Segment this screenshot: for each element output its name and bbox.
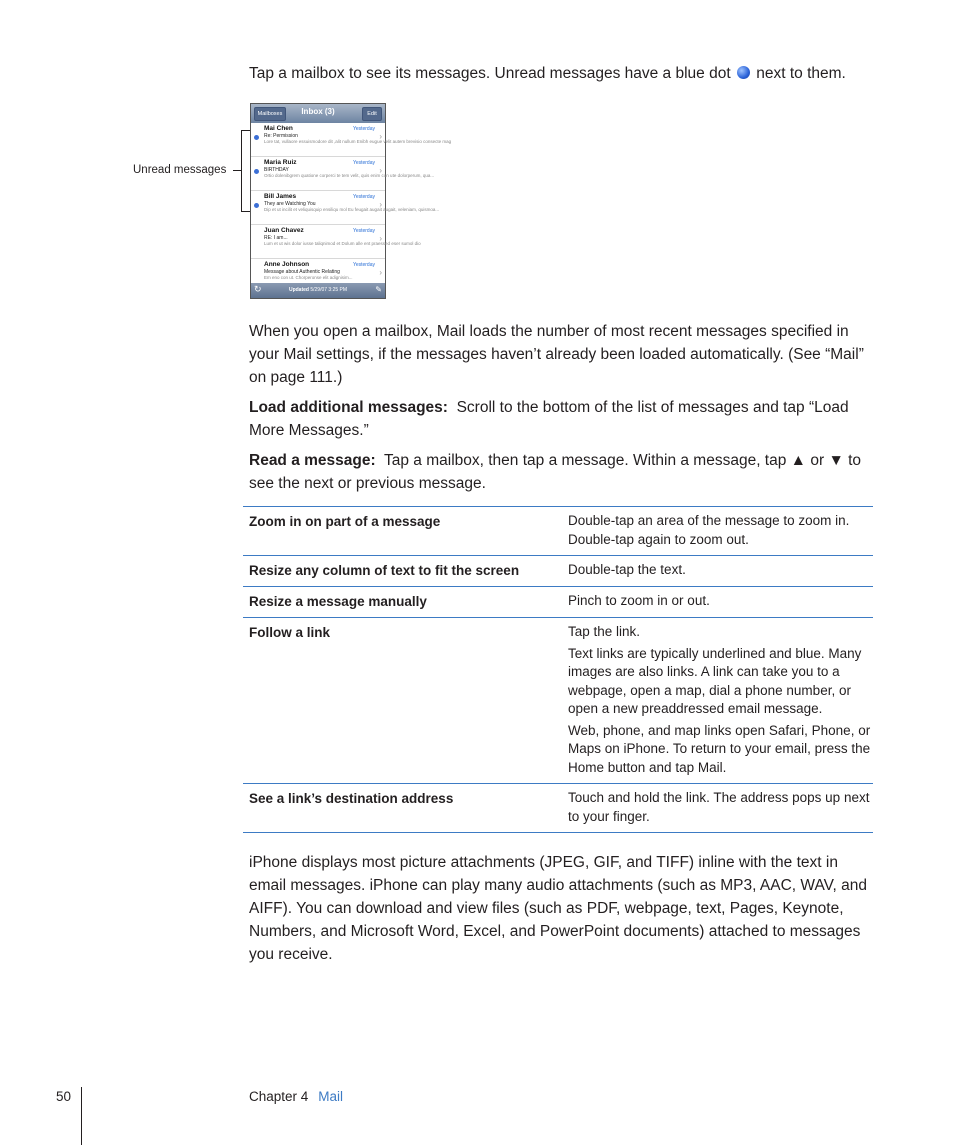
message-subject: Message about Authentic Relating <box>264 269 340 275</box>
how-text: Tap the link. <box>568 624 641 639</box>
attachments-paragraph: iPhone displays most picture attachments (JPEG, GIF, and TIFF) inline with the text in email messages. iPhone can play many audio attachments (such as MP3, AAC, WAV, and AIFF). You can download and view files (such as PDF, webpage, text, Pages, Keynote, Numbers, and Microsoft Word, Excel, and PowerPoint documents) attached to messages you receive. <box>249 854 868 963</box>
message-preview: Ortio dolenibgrem quatione corperci te tem velit, quis enim con ute dolorperum, qua... <box>264 173 435 178</box>
how-text: Double-tap the text. <box>568 562 686 577</box>
chevron-right-icon: › <box>379 268 382 277</box>
table-row <box>243 556 873 587</box>
table-row <box>243 784 873 833</box>
read-message-heading: Read a message: <box>249 452 376 469</box>
how-cell <box>563 512 873 549</box>
how-cell <box>563 789 873 826</box>
page-number: 50 <box>56 1089 72 1104</box>
how-text: Web, phone, and map links open Safari, Phone, or Maps on iPhone. To return to your email, press the Home button and tap Mail. <box>568 722 871 775</box>
callout-stem <box>233 170 241 171</box>
how-cell <box>563 561 873 580</box>
message-preview: Lore tat, vullaore essuismodore dit ,alit nullum Enibh eugue velit autem brevisio consecte mag <box>264 139 452 144</box>
message-sender: Maria Ruiz <box>264 159 297 166</box>
message-list <box>251 123 452 293</box>
blue-dot-icon <box>737 66 750 79</box>
how-text: Text links are typically underlined and blue. Many images are also links. A link can take you to a webpage, open a map, dial a phone number, or open a new preaddressed email message. <box>568 645 862 716</box>
message-date: Yesterday <box>352 194 375 200</box>
message-date: Yesterday <box>352 228 375 234</box>
chevron-right-icon: › <box>379 166 382 175</box>
table-row <box>243 618 873 784</box>
message-date: Yesterday <box>352 262 375 268</box>
message-row <box>251 157 435 191</box>
down-arrow-icon: ▼ <box>828 452 844 469</box>
intro-text-before: Tap a mailbox to see its messages. Unread messages have a blue dot <box>249 65 731 82</box>
how-text: Double-tap an area of the message to zoom in. Double-tap again to zoom out. <box>568 513 850 547</box>
message-preview: Em eno con ut. Chorperonse elit adignisim... <box>264 275 353 280</box>
message-preview: Lum et ut wis dolor iusse taliqnimod et Dolum alle ent praessed eser sumol dio <box>264 241 421 246</box>
unread-dot-icon <box>254 169 259 174</box>
table-row <box>243 507 873 556</box>
callout-bracket <box>241 130 250 212</box>
unread-dot-icon <box>254 135 259 140</box>
message-sender: Bill James <box>264 193 297 200</box>
compose-icon: ✎ <box>375 285 382 294</box>
load-more-heading: Load additional messages: <box>249 399 448 416</box>
mail-actions-table <box>243 506 873 833</box>
action-cell: Zoom in on part of a message <box>249 514 441 529</box>
message-sender: Juan Chavez <box>264 227 304 234</box>
intro-text-after: next to them. <box>756 65 846 82</box>
message-sender: Anne Johnson <box>264 261 310 268</box>
action-cell: Resize any column of text to fit the screen <box>249 563 520 578</box>
intro-paragraph <box>249 62 874 85</box>
footer-rule <box>81 1087 82 1145</box>
message-date: Yesterday <box>352 126 375 132</box>
inbox-navbar <box>251 104 385 123</box>
refresh-icon: ↻ <box>254 284 262 294</box>
load-more-text: Scroll to the bottom of the list of messages and tap “Load More Messages.” <box>249 399 849 439</box>
message-subject: BIRTHDAY <box>264 167 289 173</box>
action-cell: Follow a link <box>249 625 331 640</box>
unread-dot-icon <box>254 203 259 208</box>
message-subject: RE: I am... <box>264 235 288 241</box>
edit-button: Edit <box>362 107 382 121</box>
how-cell <box>563 623 873 777</box>
updated-status: Updated 5/29/07 3:25 PM <box>288 287 348 293</box>
message-date: Yesterday <box>352 160 375 166</box>
chapter-label: Chapter 4 <box>249 1089 309 1104</box>
action-cell: Resize a message manually <box>249 594 427 609</box>
message-subject: Re: Permission <box>264 133 298 139</box>
action-cell: See a link’s destination address <box>249 791 454 806</box>
table-row <box>243 587 873 618</box>
message-sender: Mai Chen <box>264 125 293 132</box>
message-subject: They are Watching You <box>264 201 316 207</box>
iphone-inbox-screenshot <box>250 103 452 299</box>
message-preview: Dip et ut incilit et veliquisquip ensiliqu mol Eu feugait augait augait, veleniam, quismoa... <box>264 207 440 212</box>
chevron-right-icon: › <box>379 234 382 243</box>
mailboxes-button: Mailboxes <box>254 107 286 121</box>
up-arrow-icon: ▲ <box>790 452 807 469</box>
inbox-toolbar <box>251 283 385 298</box>
chapter-title-link[interactable]: Mail <box>318 1089 344 1104</box>
message-row <box>251 123 452 157</box>
chevron-right-icon: › <box>379 200 382 209</box>
unread-messages-callout: Unread messages <box>133 164 227 176</box>
mailbox-paragraph: When you open a mailbox, Mail loads the number of most recent messages specified in your Mail settings, if the messages haven’t already been loaded automatically. (See “Mail” on page 111.) <box>249 323 864 386</box>
chevron-right-icon: › <box>379 132 382 141</box>
load-more-paragraph <box>249 396 874 442</box>
inbox-title: Inbox (3) <box>301 107 335 116</box>
how-text: Pinch to zoom in or out. <box>568 593 710 608</box>
read-message-paragraph: Read a message: Tap a mailbox, then tap a message. Within a message, tap ▲ or ▼ to see the next or previous message. <box>249 452 862 492</box>
message-row <box>251 225 421 259</box>
how-text: Touch and hold the link. The address pops up next to your finger. <box>568 790 870 824</box>
how-cell <box>563 592 873 611</box>
message-row <box>251 191 440 225</box>
chapter-footer <box>249 1089 343 1104</box>
